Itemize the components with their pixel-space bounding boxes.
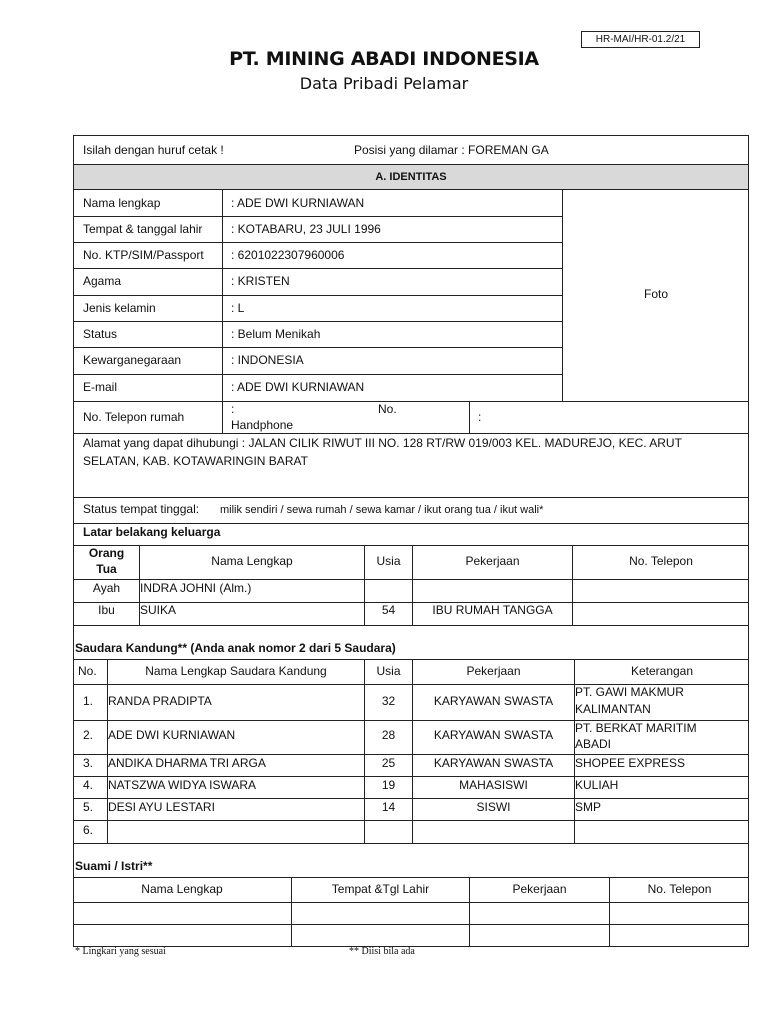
siblings-title: Saudara Kandung** (Anda anak nomor 2 dari 5 Saudara) — [75, 641, 396, 655]
sibling-name: NATSZWA WIDYA ISWARA — [108, 778, 257, 792]
family-job: IBU RUMAH TANGGA — [432, 603, 553, 617]
family-role: Ayah — [92, 581, 121, 595]
value-email: : ADE DWI KURNIAWAN — [231, 380, 365, 394]
company-title: PT. MINING ABADI INDONESIA — [229, 48, 539, 70]
value-marital-status: : Belum Menikah — [231, 327, 321, 341]
col-no: No. — [78, 664, 97, 678]
family-name: SUIKA — [140, 603, 177, 617]
sibling-note: SMP — [575, 800, 602, 814]
sibling-no: 1. — [83, 694, 94, 708]
footnote-optional: ** Diisi bila ada — [349, 946, 415, 957]
sibling-name: RANDA PRADIPTA — [108, 694, 212, 708]
family-age: 54 — [381, 603, 396, 617]
col-spouse-job: Pekerjaan — [512, 882, 567, 896]
col-name: Nama Lengkap — [211, 554, 293, 568]
sibling-name: ADE DWI KURNIAWAN — [108, 728, 236, 742]
label-citizenship: Kewarganegaraan — [83, 353, 182, 367]
label-religion: Agama — [83, 274, 122, 288]
label-marital-status: Status — [83, 327, 118, 341]
sibling-no: 2. — [83, 728, 94, 742]
sibling-job: KARYAWAN SWASTA — [433, 756, 554, 770]
label-birth: Tempat & tanggal lahir — [83, 222, 203, 236]
sibling-note: PT. BERKAT MARITIM — [575, 721, 697, 735]
value-full-name: : ADE DWI KURNIAWAN — [231, 196, 365, 210]
label-hp-no: No. — [378, 402, 397, 416]
col-sibling-name: Nama Lengkap Saudara Kandung — [145, 664, 327, 678]
label-handphone: Handphone — [231, 418, 294, 432]
sibling-job: KARYAWAN SWASTA — [433, 694, 554, 708]
sibling-note-2: ABADI — [575, 737, 612, 751]
home-phone-colon: : — [231, 402, 235, 416]
sibling-age: 14 — [381, 800, 396, 814]
photo-placeholder: Foto — [643, 287, 668, 301]
section-a-title: A. IDENTITAS — [375, 171, 447, 183]
instruction-text: Isilah dengan huruf cetak ! — [83, 143, 224, 157]
col-parent-1: Orang — [88, 546, 125, 560]
sibling-no: 6. — [83, 823, 94, 837]
label-full-name: Nama lengkap — [83, 196, 161, 210]
sibling-age: 25 — [381, 756, 396, 770]
sibling-name: ANDIKA DHARMA TRI ARGA — [108, 756, 266, 770]
label-gender: Jenis kelamin — [83, 301, 156, 315]
value-id-number: : 6201022307960006 — [231, 248, 345, 262]
label-id-number: No. KTP/SIM/Passport — [83, 248, 204, 262]
col-sibling-note: Keterangan — [630, 664, 694, 678]
residence-options: milik sendiri / sewa rumah / sewa kamar / ikut orang tua / ikut wali* — [220, 504, 544, 516]
handphone-colon: : — [478, 410, 482, 424]
address-line-1: Alamat yang dapat dihubungi : JALAN CILIK RIWUT III NO. 128 RT/RW 019/003 KEL. MADUREJO, KEC. ARUT — [83, 436, 682, 450]
col-spouse-name: Nama Lengkap — [141, 882, 223, 896]
spouse-title: Suami / Istri** — [75, 859, 153, 873]
col-parent-2: Tua — [96, 562, 117, 576]
sibling-note: SHOPEE EXPRESS — [575, 756, 686, 770]
sibling-note: KULIAH — [575, 778, 619, 792]
sibling-note-2: KALIMANTAN — [575, 702, 651, 716]
col-sibling-job: Pekerjaan — [466, 664, 521, 678]
sibling-job: MAHASISWI — [459, 778, 528, 792]
label-email: E-mail — [83, 380, 118, 394]
sibling-no: 4. — [83, 778, 94, 792]
value-religion: : KRISTEN — [231, 274, 290, 288]
sibling-job: SISWI — [476, 800, 511, 814]
document-code: HR-MAI/HR-01.2/21 — [581, 31, 700, 48]
col-age: Usia — [376, 554, 401, 568]
footnote-circle: * Lingkari yang sesuai — [75, 946, 166, 957]
position-applied: Posisi yang dilamar : FOREMAN GA — [354, 143, 549, 157]
col-spouse-birth: Tempat &Tgl Lahir — [331, 882, 430, 896]
family-title: Latar belakang keluarga — [83, 525, 221, 539]
value-gender: : L — [231, 301, 245, 315]
col-sibling-age: Usia — [376, 664, 401, 678]
col-spouse-phone: No. Telepon — [647, 882, 712, 896]
value-citizenship: : INDONESIA — [231, 353, 304, 367]
sibling-no: 3. — [83, 756, 94, 770]
sibling-age: 19 — [381, 778, 396, 792]
sibling-note: PT. GAWI MAKMUR — [575, 685, 684, 699]
sibling-age: 28 — [381, 728, 396, 742]
value-birth: : KOTABARU, 23 JULI 1996 — [231, 222, 381, 236]
sibling-age: 32 — [381, 694, 396, 708]
label-home-phone: No. Telepon rumah — [83, 410, 185, 424]
form-subtitle: Data Pribadi Pelamar — [299, 74, 469, 93]
family-role: Ibu — [98, 603, 115, 617]
sibling-name: DESI AYU LESTARI — [108, 800, 215, 814]
family-name: INDRA JOHNI (Alm.) — [140, 581, 252, 595]
label-residence: Status tempat tinggal: — [83, 502, 200, 516]
col-job: Pekerjaan — [465, 554, 520, 568]
sibling-job: KARYAWAN SWASTA — [433, 728, 554, 742]
address-line-2: SELATAN, KAB. KOTAWARINGIN BARAT — [83, 454, 308, 468]
sibling-no: 5. — [83, 800, 94, 814]
col-phone: No. Telepon — [629, 554, 693, 568]
